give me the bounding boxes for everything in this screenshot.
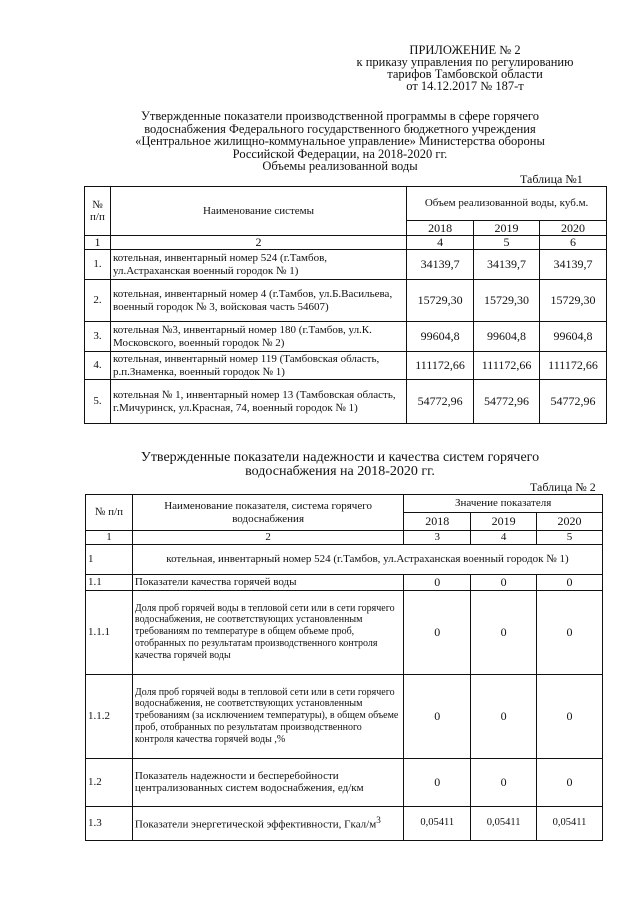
table-row [85, 380, 607, 424]
title-line: Утвержденные показатели надежности и качества систем горячего [140, 450, 540, 465]
year-2018: 2018 [404, 513, 471, 531]
title-line: «Центральное жилищно-коммунальное управление» Министерства обороны [135, 134, 545, 148]
table2-label: Таблица № 2 [530, 480, 596, 494]
row-num: 5. [85, 380, 111, 424]
title-line: водоснабжения на 2018-2020 гг. [245, 464, 435, 479]
row-name: котельная, инвентарный номер 524 (г.Тамбов, ул.Астраханская военный городок № 1) [110, 250, 406, 280]
row-name: Доля проб горячей воды в тепловой сети или в сети горячего водоснабжения, не соответствующих установленным требованиям по температуре в общем объеме проб, отобранных по результатам производственного контроля качества горячей воды [132, 590, 403, 674]
index-cell: 6 [540, 236, 607, 250]
value-2018: 0,05411 [404, 806, 471, 840]
table-row [86, 806, 603, 840]
value-2019: 0 [471, 674, 537, 758]
index-cell: 5 [474, 236, 540, 250]
value-2020: 34139,7 [540, 250, 607, 280]
appendix-title: ПРИЛОЖЕНИЕ № 2 [409, 43, 521, 57]
row-num: 1.1.2 [86, 674, 133, 758]
value-2018: 54772,96 [407, 380, 474, 424]
index-cell: 3 [404, 531, 471, 545]
row-name: котельная, инвентарный номер 4 (г.Тамбов, ул.Б.Васильева, военный городок № 3, войсковая часть 54607) [110, 280, 406, 322]
section1-title [100, 110, 580, 173]
col-header-group: Объем реализованной воды, куб.м. [407, 187, 607, 221]
value-2019: 0 [471, 590, 537, 674]
table-row [86, 574, 603, 590]
value-2019: 0,05411 [471, 806, 537, 840]
col-header-name: Наименование системы [110, 187, 406, 236]
section-row-name: котельная, инвентарный номер 524 (г.Тамбов, ул.Астраханская военный городок № 1) [132, 544, 602, 574]
row-name: Показатели качества горячей воды [132, 574, 403, 590]
value-2019: 15729,30 [474, 280, 540, 322]
value-2019: 0 [471, 574, 537, 590]
title-line: Российской Федерации, на 2018-2020 гг. [232, 146, 448, 161]
title-line: водоснабжения Федерального государственного бюджетного учреждения [144, 121, 536, 136]
appendix-line: тарифов Тамбовской области [387, 67, 543, 81]
table-2 [85, 494, 603, 841]
value-2018: 0 [404, 590, 471, 674]
value-2018: 34139,7 [407, 250, 474, 280]
value-2018: 0 [404, 674, 471, 758]
index-cell: 2 [132, 531, 403, 545]
value-2018: 111172,66 [407, 352, 474, 380]
row-num: 1.2 [86, 758, 133, 806]
index-cell: 5 [537, 531, 603, 545]
year-2018: 2018 [407, 221, 474, 236]
index-cell: 1 [85, 236, 111, 250]
value-2020: 0,05411 [537, 806, 603, 840]
index-row [85, 236, 607, 250]
value-2020: 111172,66 [540, 352, 607, 380]
row-name: Доля проб горячей воды в тепловой сети или в сети горячего водоснабжения, не соответствующих установленным требованиям (за исключением температуры), в общем объеме проб, отобранных по результатам производственного контроля качества горячей воды ,% [132, 674, 403, 758]
unit-superscript: 3 [376, 815, 381, 826]
row-num: 1 [86, 544, 133, 574]
row-name: Показатель надежности и бесперебойности централизованных систем водоснабжения, ед/км [132, 758, 403, 806]
row-num: 2. [85, 280, 111, 322]
table-row [86, 590, 603, 674]
title-line: Утвержденные показатели производственной программы в сфере горячего [141, 109, 539, 123]
appendix-line: от 14.12.2017 № 187-т [406, 79, 524, 93]
value-2018: 0 [404, 758, 471, 806]
value-2019: 34139,7 [474, 250, 540, 280]
appendix-line: к приказу управления по регулированию [356, 55, 574, 69]
table-row [86, 758, 603, 806]
year-2020: 2020 [537, 513, 603, 531]
table-row [85, 322, 607, 352]
row-name: котельная, инвентарный номер 119 (Тамбовская область, р.п.Знаменка, военный городок № 1) [110, 352, 406, 380]
index-cell: 4 [407, 236, 474, 250]
value-2018: 0 [404, 574, 471, 590]
row-name: котельная №3, инвентарный номер 180 (г.Тамбов, ул.К. Московского, военный городок № 2) [110, 322, 406, 352]
row-name: Показатели энергетической эффективности, Гкал/м [134, 819, 377, 832]
col-header-num: № п/п [85, 187, 111, 236]
table-row [85, 250, 607, 280]
year-2019: 2019 [471, 513, 537, 531]
table-row [85, 280, 607, 322]
row-name: котельная № 1, инвентарный номер 13 (Тамбовская область, г.Мичуринск, ул.Красная, 74, военный городок № 1) [110, 380, 406, 424]
table1-label: Таблица №1 [520, 172, 583, 186]
row-num: 1.1.1 [86, 590, 133, 674]
value-2020: 0 [537, 758, 603, 806]
title-line: Объемы реализованной воды [262, 159, 418, 173]
row-num: 3. [85, 322, 111, 352]
year-2020: 2020 [540, 221, 607, 236]
col-header-group: Значение показателя [404, 495, 603, 513]
value-2020: 0 [537, 574, 603, 590]
value-2019: 0 [471, 758, 537, 806]
value-2020: 0 [537, 674, 603, 758]
value-2018: 15729,30 [407, 280, 474, 322]
value-2020: 54772,96 [540, 380, 607, 424]
row-num: 1. [85, 250, 111, 280]
table-1 [84, 186, 607, 424]
index-cell: 4 [471, 531, 537, 545]
col-header-num: № п/п [86, 495, 133, 531]
value-2019: 99604,8 [474, 322, 540, 352]
value-2020: 99604,8 [540, 322, 607, 352]
value-2019: 54772,96 [474, 380, 540, 424]
row-num: 1.3 [86, 806, 133, 840]
col-header-name: Наименование показателя, система горячего водоснабжения [132, 495, 403, 531]
section2-title [90, 451, 590, 479]
appendix-header [330, 44, 600, 92]
index-cell: 1 [86, 531, 133, 545]
section-row [86, 544, 603, 574]
row-name-cell [132, 806, 403, 840]
row-num: 1.1 [86, 574, 133, 590]
value-2019: 111172,66 [474, 352, 540, 380]
value-2020: 0 [537, 590, 603, 674]
table-row [86, 674, 603, 758]
year-2019: 2019 [474, 221, 540, 236]
row-num: 4. [85, 352, 111, 380]
value-2018: 99604,8 [407, 322, 474, 352]
table-row [85, 352, 607, 380]
index-row [86, 531, 603, 545]
value-2020: 15729,30 [540, 280, 607, 322]
index-cell: 2 [110, 236, 406, 250]
